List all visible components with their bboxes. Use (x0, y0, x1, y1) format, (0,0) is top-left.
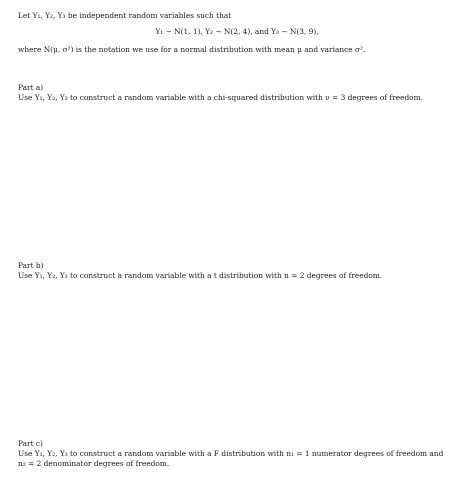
part-a-text: Use Y₁, Y₂, Y₃ to construct a random variable with a chi-squared distribution with ν = 3 degrees of freedom. (18, 93, 423, 102)
part-c-text-line2: n₂ = 2 denominator degrees of freedom. (18, 459, 170, 468)
part-a-heading: Part a) (18, 83, 44, 92)
part-b-text: Use Y₁, Y₂, Y₃ to construct a random variable with a t distribution with n = 2 degrees of freedom. (18, 271, 383, 280)
part-b-heading: Part b) (18, 261, 44, 270)
distribution-equation: Y₁ ∼ N(1, 1), Y₂ ∼ N(2, 4), and Y₃ ∼ N(3, 9), (155, 27, 319, 36)
intro-line: Let Y₁, Y₂, Y₃ be independent random variables such that (18, 11, 232, 20)
notation-line: where N(μ, σ²) is the notation we use for a normal distribution with mean μ and variance σ². (18, 45, 366, 54)
part-c-heading: Part c) (18, 439, 43, 448)
part-c-text-line1: Use Y₁, Y₂, Y₃ to construct a random variable with a F distribution with n₁ = 1 numerator degrees of freedom and (18, 449, 444, 458)
